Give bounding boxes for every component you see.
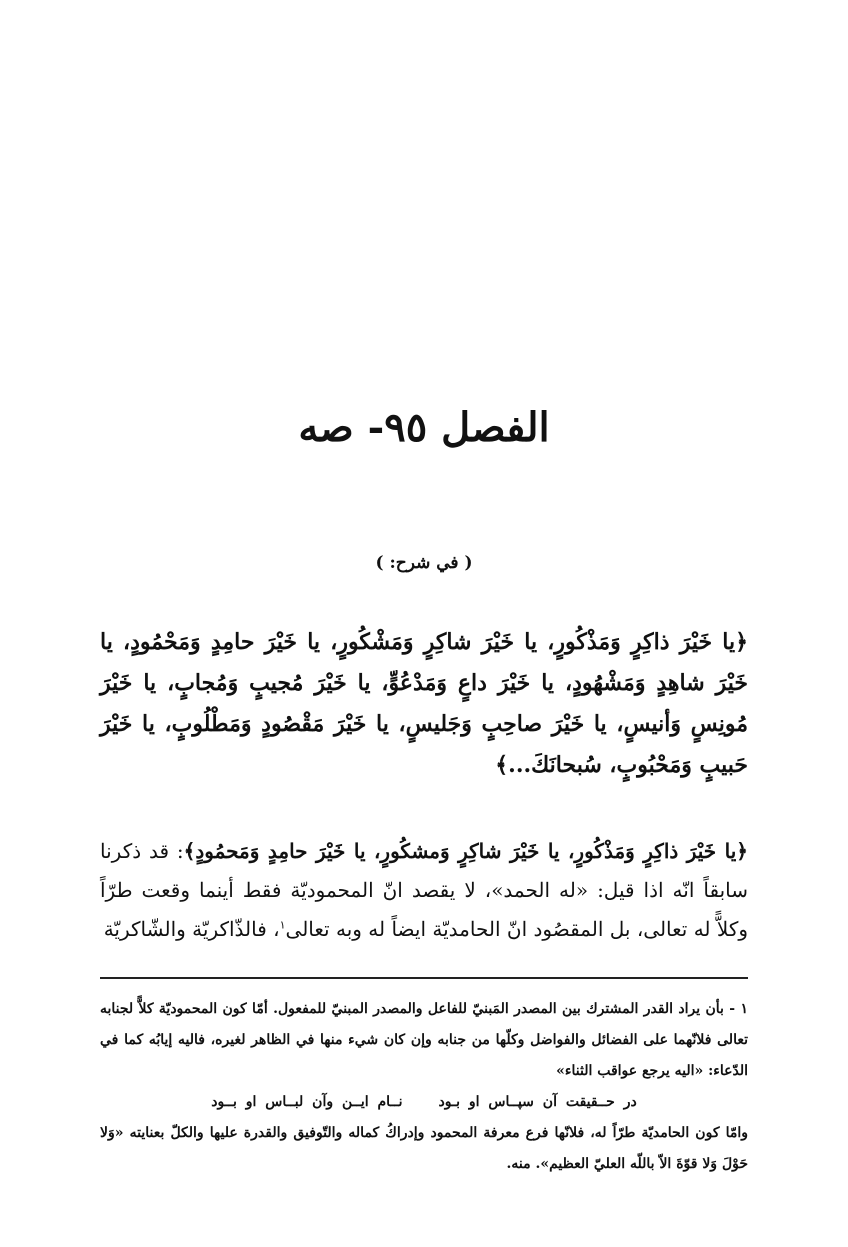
persian-verse [100,1087,748,1118]
verse-hemistich-right: در حــقيقت آن سپــاس او بـود [438,1094,637,1110]
supplication-text: ﴿يا خَيْرَ ذاكِرٍ وَمَذْكُورٍ، يا خَيْرَ شاكِرٍ وَمَشْكُورٍ، يا خَيْرَ حامِدٍ وَمَحْمُودٍ، يا خَيْرَ شاهِدٍ وَمَشْهُودٍ، يا خَيْرَ داعٍ وَمَدْعُوٍّ، يا خَيْرَ مُجيبٍ وَمُجابٍ، يا خَيْرَ مُونِسٍ وَأنيسٍ، يا خَيْرَ صاحِبٍ وَجَليسٍ، يا خَيْرَ مَقْصُودٍ وَمَطْلُوبٍ، يا خَيْرَ حَبيبٍ وَمَحْبُوبٍ، سُبحانَكَ...﴾ [100,629,748,778]
chapter-title: الفصل ٩٥- صه [298,404,550,451]
section-subtitle: ( في شرح: ) [375,553,473,573]
footnote-paragraph-1: ١ - بأن يراد القدر المشترك بين المصدر المَبنيّ للفاعل والمصدر المبنيّ للمفعول. أمّا كون المحموديّة كلاًّ لجنابه تعالى فلانّهما على الفضائل والفواضل وكلّها من جنابه وإن كان شيء منها في الظاهر لغيره، فاليه إيابُه كما في الدّعاء: «اليه يرجع عواقب الثناء» [100,1001,748,1079]
footnote-paragraph-2: وامّا كون الحامديّة طرّاً له، فلانّها فرع معرفة المحمود وإدراكُ كماله والتّوفيق والقدرة عليها والكلّ بعنايته «وَلا حَوْلَ وَلا قوّةَ الاّ باللّه العليّ العظيم». منه. [100,1125,748,1172]
footnote-marker: ١ [279,918,286,932]
commentary-paragraph [100,832,748,949]
footnotes [100,994,748,1180]
commentary-text-continued: ، فالذّاكريّة والشّاكريّة [103,917,280,941]
verse-hemistich-left: نــام ايــن وآن لبــاس او بــود [211,1094,403,1110]
commentary-quote: ﴿يا خَيْرَ ذاكِرٍ وَمَذْكُورٍ، يا خَيْرَ شاكِرٍ وَمشكُورٍ، يا خَيْرَ حامِدٍ وَمَحمُودٍ﴾ [183,839,748,863]
footnote-divider [100,977,748,979]
commentary-text: : قد ذكرنا سابقاً انّه اذا قيل: «له الحمد»، لا يقصد انّ المحموديّة فقط أينما وقعت طرّاً وكلاًّ له تعالى، بل المقصُود انّ الحامديّة ايضاً له وبه تعالى [100,839,748,941]
